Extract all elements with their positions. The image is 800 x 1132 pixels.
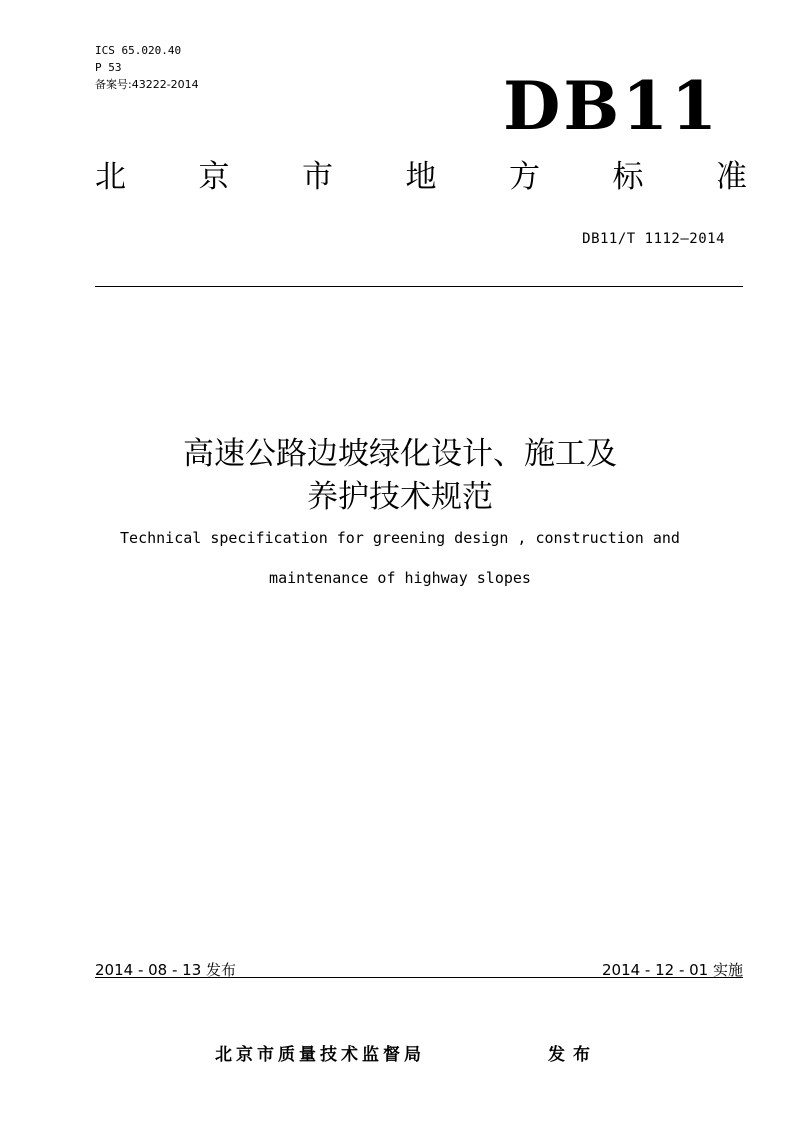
- issuing-authority: 北京市质量技术监督局: [215, 1045, 425, 1065]
- standard-type-char: 京: [198, 159, 230, 195]
- title-chinese-line1: 高速公路边坡绿化设计、施工及: [183, 436, 617, 472]
- db-logo: DB11: [503, 67, 720, 145]
- standard-type-char: 地: [405, 159, 437, 195]
- bottom-divider: [95, 977, 743, 978]
- top-divider: [95, 286, 743, 287]
- p-code: P 53: [95, 61, 122, 74]
- implementation-date: 2014 - 12 - 01 实施: [601, 961, 743, 979]
- title-chinese-line2: 养护技术规范: [307, 479, 493, 515]
- title-english-line1: Technical specification for greening design , construction and: [120, 529, 680, 547]
- ics-code: ICS 65.020.40: [95, 44, 182, 57]
- filing-number: 备案号:43222-2014: [95, 78, 199, 91]
- standard-type-char: 市: [302, 159, 333, 195]
- standard-number: DB11/T 1112—2014: [582, 231, 725, 247]
- standard-type: [95, 157, 747, 197]
- publish-label: 发布: [548, 1045, 598, 1065]
- title-english-line2: maintenance of highway slopes: [269, 569, 531, 587]
- standard-type-char: 北: [95, 159, 126, 195]
- standard-type-char: 准: [716, 159, 747, 195]
- standard-type-char: 标: [612, 159, 644, 195]
- issue-date: 2014 - 08 - 13 发布: [95, 961, 237, 979]
- standard-type-char: 方: [509, 159, 540, 195]
